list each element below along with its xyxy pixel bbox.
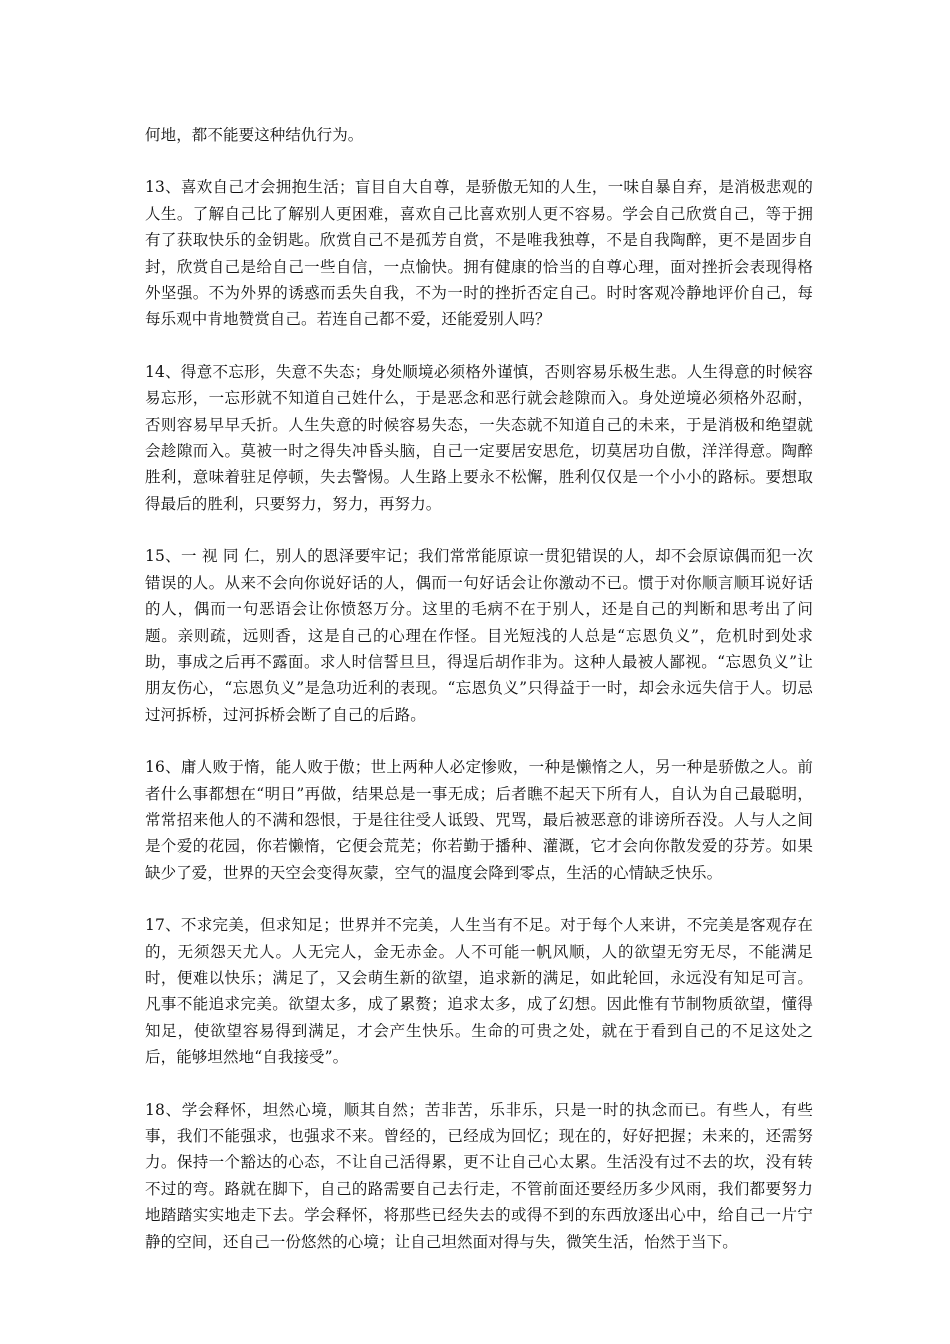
paragraph-spacer (145, 1071, 813, 1097)
paragraph-17: 17、不求完美，但求知足；世界并不完美，人生当有不足。对于每个人来讲，不完美是客观存在的，无须怨天尤人。人无完人，金无赤金。人不可能一帆风顺，人的欲望无穷无尽，不能满足时，便难以快乐；满足了，又会萌生新的欲望，追求新的满足，如此轮回，永远没有知足可言。凡事不能追求完美。欲望太多，成了累赘；追求太多，成了幻想。因此惟有节制物质欲望，懂得知足，使欲望容易得到满足，才会产生快乐。生命的可贵之处，就在于看到自己的不足这处之后，能够坦然地“自我接受”。 (145, 916, 813, 1067)
paragraph-15: 15、一 视 同 仁，别人的恩泽要牢记；我们常常能原谅一贯犯错误的人，却不会原谅偶而犯一次错误的人。从来不会向你说好话的人，偶而一句好话会让你激动不已。惯于对你顺言顺耳说好话的人，偶而一句恶语会让你愤怒万分。这里的毛病不在于别人，还是自己的判断和思考出了问题。亲则疏，远则香，这是自己的心理在作怪。目光短浅的人总是“忘恩负义”，危机时到处求助，事成之后再不露面。求人时信誓旦旦，得逞后胡作非为。这种人最被人鄙视。“忘恩负义”让朋友伤心，“忘恩负义”是急功近利的表现。“忘恩负义”只得益于一时，却会永远失信于人。切忌过河拆桥，过河拆桥会断了自己的后路。 (145, 547, 813, 724)
paragraph-14: 14、得意不忘形，失意不失态；身处顺境必须格外谨慎，否则容易乐极生悲。人生得意的时候容易忘形，一忘形就不知道自己姓什么，于是恶念和恶行就会趁隙而入。身处逆境必须格外忍耐，否则容易早早夭折。人生失意的时候容易失态，一失态就不知道自己的未来，于是消极和绝望就会趁隙而入。莫被一时之得失冲昏头脑，自己一定要居安思危，切莫居功自傲，洋洋得意。陶醉胜利，意味着驻足停顿，失去警惕。人生路上要永不松懈，胜利仅仅是一个小小的路标。要想取得最后的胜利，只要努力，努力，再努力。 (145, 362, 813, 513)
paragraph-spacer (145, 333, 813, 359)
paragraph-continuation: 何地，都不能要这种结仇行为。 (145, 126, 364, 144)
paragraph-spacer (145, 148, 813, 174)
paragraph-13: 13、喜欢自己才会拥抱生活；盲目自大自尊，是骄傲无知的人生，一味自暴自弃，是消极悲观的人生。了解自己比了解别人更困难，喜欢自己比喜欢别人更不容易。学会自己欣赏自己，等于拥有了获取快乐的金钥匙。欣赏自己不是孤芳自赏，不是唯我独尊，不是自我陶醉，更不是固步自封，欣赏自己是给自己一些自信，一点愉快。拥有健康的恰当的自尊心理，面对挫折会表现得格外坚强。不为外界的诱惑而丢失自我，不为一时的挫折否定自己。时时客观冷静地评价自己，每每乐观中肯地赞赏自己。若连自己都不爱，还能爱别人吗？ (145, 178, 813, 329)
paragraph-18: 18、学会释怀，坦然心境，顺其自然；苦非苦，乐非乐，只是一时的执念而已。有些人，有些事，我们不能强求，也强求不来。曾经的，已经成为回忆；现在的，好好把握；未来的，还需努力。保持一个豁达的心态，不让自己活得累，更不让自己心太累。生活没有过不去的坎，没有转不过的弯。路就在脚下，自己的路需要自己去行走，不管前面还要经历多少风雨，我们都要努力地踏踏实实地走下去。学会释怀，将那些已经失去的或得不到的东西放逐出心中，给自己一片宁静的空间，还自己一份悠然的心境；让自己坦然面对得与失，微笑生活，怡然于当下。 (145, 1100, 813, 1251)
paragraph-spacer (145, 728, 813, 754)
document-page (145, 122, 813, 1255)
paragraph-spacer (145, 517, 813, 543)
paragraph-spacer (145, 886, 813, 912)
paragraph-16: 16、庸人败于惰，能人败于傲；世上两种人必定惨败，一种是懒惰之人，另一种是骄傲之人。前者什么事都想在“明日”再做，结果总是一事无成；后者瞧不起天下所有人，自认为自己最聪明，常常招来他人的不满和怨恨，于是往往受人诋毁、咒骂，最后被恶意的诽谤所吞没。人与人之间是个爱的花园，你若懒惰，它便会荒芜；你若勤于播种、灌溉，它才会向你散发爱的芬芳。如果缺少了爱，世界的天空会变得灰蒙，空气的温度会降到零点，生活的心情缺乏快乐。 (145, 758, 813, 882)
